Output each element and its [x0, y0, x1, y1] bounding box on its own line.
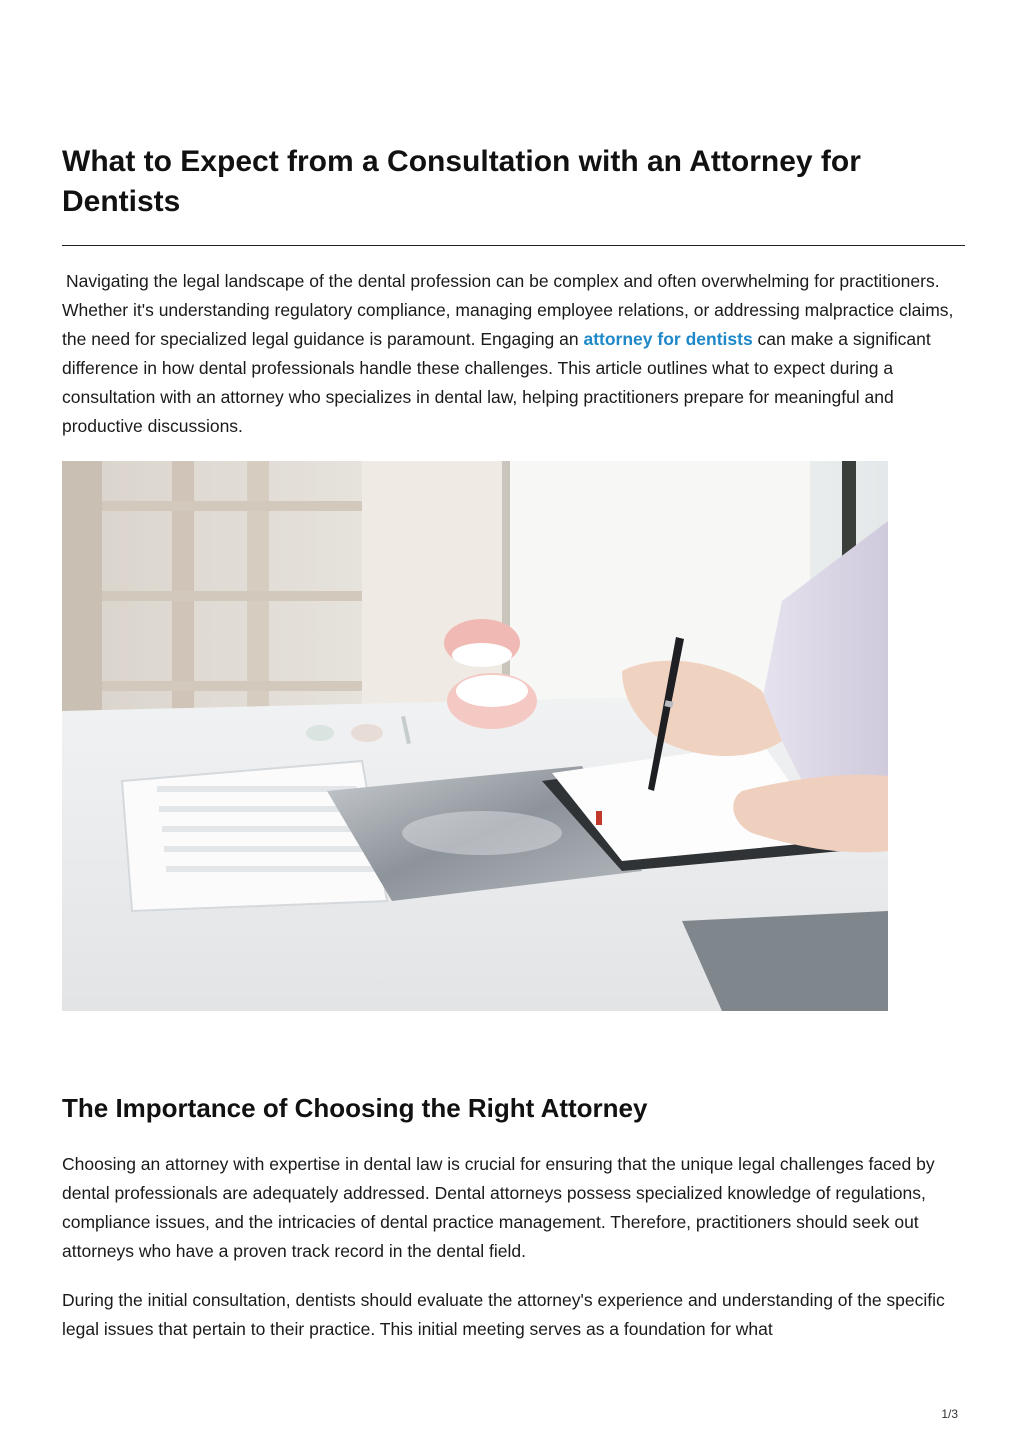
intro-paragraph [62, 267, 962, 441]
title-divider [62, 245, 965, 246]
attorney-for-dentists-link[interactable]: attorney for dentists [583, 329, 753, 349]
hero-photo [62, 461, 888, 1011]
section-paragraph-1: Choosing an attorney with expertise in dental law is crucial for ensuring that the unique legal challenges faced by dental professionals are adequately addressed. Dental attorneys possess specialized knowledge of regulations, compliance issues, and the intricacies of dental practice management. Therefore, practitioners should seek out attorneys who have a proven track record in the dental field. [62, 1154, 935, 1261]
intro-lead-text: Navigating the legal landscape of the dental profession can be complex and often overwhelming for practitioners. Whether it's understanding regulatory compliance, managing employee relations, or addressing malpractice claims, the need for specialized legal guidance is paramount. Engaging an [62, 271, 954, 349]
page-number: 1/3 [941, 1407, 958, 1421]
article-title: What to Expect from a Consultation with an Attorney for Dentists [62, 145, 861, 218]
section-heading: The Importance of Choosing the Right Attorney [62, 1093, 648, 1123]
section-paragraph-2: During the initial consultation, dentists should evaluate the attorney's experience and understanding of the specific legal issues that pertain to their practice. This initial meeting serves as a foundation for what [62, 1290, 945, 1339]
intro-tail-text: can make a significant difference in how dental professionals handle these challenges. This article outlines what to expect during a consultation with an attorney who specializes in dental law, helping practitioners prepare for meaningful and productive discussions. [62, 329, 931, 436]
